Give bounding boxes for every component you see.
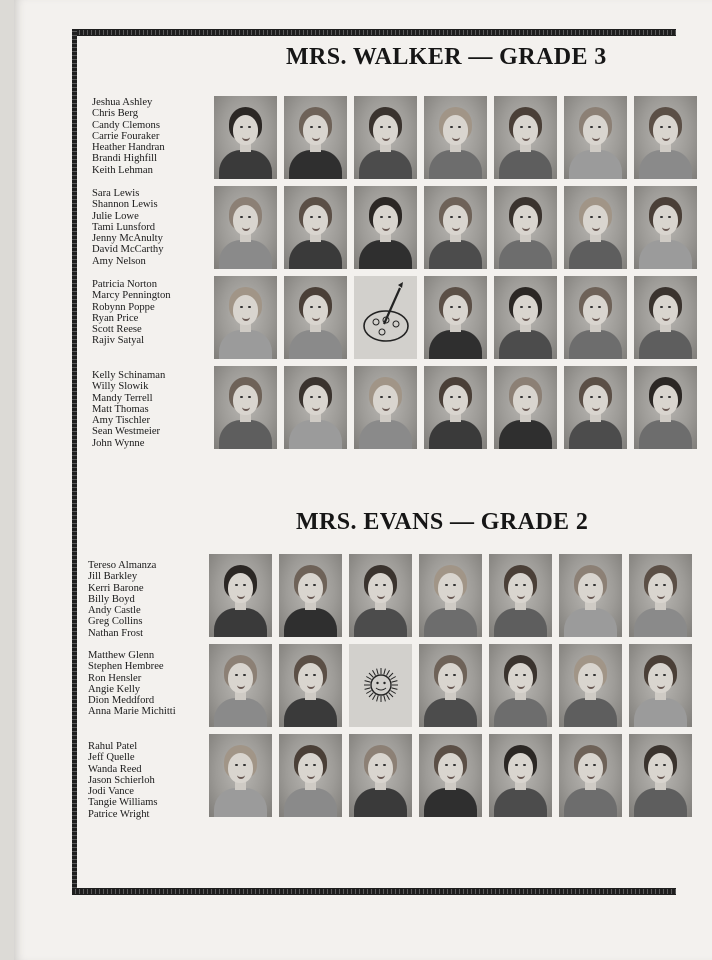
student-name: Patricia Norton	[92, 279, 158, 290]
student-name: Tangie Williams	[88, 797, 158, 809]
student-photo	[419, 644, 482, 727]
student-name: Heather Handran	[92, 142, 165, 154]
student-photo	[489, 554, 552, 637]
student-name: David McCarthy	[92, 244, 164, 256]
student-name: Marcy Pennington	[92, 290, 171, 302]
student-photo	[424, 276, 487, 359]
student-photo	[209, 644, 272, 727]
student-name: Jenny McAnulty	[92, 233, 163, 245]
student-name: Patrice Wright	[88, 808, 150, 820]
palette-icon	[354, 276, 417, 359]
sun-icon	[349, 644, 412, 727]
student-photo	[284, 96, 347, 179]
student-photo	[424, 186, 487, 269]
student-photo	[424, 366, 487, 449]
student-photo	[564, 366, 627, 449]
student-photo	[634, 276, 697, 359]
student-name: Jeff Quelle	[88, 752, 135, 764]
student-name: Jason Schierloh	[88, 774, 155, 786]
student-name: Scott Reese	[92, 324, 142, 336]
section-title-evans: MRS. EVANS — GRADE 2	[296, 509, 589, 535]
student-name: Tereso Almanza	[88, 560, 157, 571]
student-photo	[279, 734, 342, 817]
student-name: Candy Clemons	[92, 119, 160, 131]
student-name: Dion Meddford	[88, 695, 155, 707]
student-name: Ryan Price	[92, 312, 139, 324]
student-photo	[209, 554, 272, 637]
student-name: Jill Barkley	[88, 571, 138, 583]
student-name: Kerri Barone	[88, 582, 144, 594]
student-photo	[214, 96, 277, 179]
student-photo	[564, 276, 627, 359]
student-name: Robynn Poppe	[92, 301, 155, 313]
student-name: Matthew Glenn	[88, 650, 155, 661]
name-list	[92, 370, 165, 449]
student-photo	[419, 734, 482, 817]
student-name: Billy Boyd	[88, 593, 135, 605]
student-photo	[279, 554, 342, 637]
name-list	[92, 279, 171, 347]
student-photo	[489, 644, 552, 727]
student-name: Jodi Vance	[88, 786, 134, 798]
student-photo	[284, 366, 347, 449]
student-name: Nathan Frost	[88, 627, 144, 639]
student-photo	[489, 734, 552, 817]
student-name: Sean Westmeier	[92, 426, 161, 438]
section-title-walker: MRS. WALKER — GRADE 3	[286, 44, 607, 70]
student-name: Ron Hensler	[88, 672, 142, 684]
student-photo	[634, 186, 697, 269]
student-photo	[634, 96, 697, 179]
name-list	[88, 560, 156, 639]
student-photo	[494, 96, 557, 179]
name-list	[88, 741, 158, 820]
student-name: Stephen Hembree	[88, 661, 164, 673]
page-border-left	[72, 29, 77, 895]
student-photo	[564, 96, 627, 179]
student-name: Wanda Reed	[88, 763, 142, 775]
student-photo	[354, 96, 417, 179]
student-photo	[284, 276, 347, 359]
student-name: Rajiv Satyal	[92, 335, 145, 347]
student-photo	[494, 276, 557, 359]
student-photo	[564, 186, 627, 269]
student-photo	[349, 554, 412, 637]
student-name: Amy Nelson	[92, 255, 146, 267]
student-name: Matt Thomas	[92, 403, 149, 415]
student-photo	[214, 276, 277, 359]
student-name: Jeshua Ashley	[92, 97, 153, 108]
student-photo	[629, 554, 692, 637]
student-photo	[284, 186, 347, 269]
name-list	[88, 650, 176, 718]
page-border-bottom	[72, 888, 676, 895]
student-photo	[629, 734, 692, 817]
student-photo	[354, 366, 417, 449]
student-photo	[214, 186, 277, 269]
student-name: Willy Slowik	[92, 381, 149, 393]
student-photo	[559, 644, 622, 727]
student-name: Sara Lewis	[92, 188, 140, 199]
student-name: Carrie Fouraker	[92, 130, 160, 142]
student-name: Keith Lehman	[92, 164, 153, 176]
student-name: Anna Marie Michitti	[88, 706, 176, 718]
student-photo	[559, 554, 622, 637]
student-name: Rahul Patel	[88, 741, 138, 752]
student-photo	[419, 554, 482, 637]
name-list	[92, 97, 165, 176]
student-name: Shannon Lewis	[92, 199, 158, 211]
student-photo	[214, 366, 277, 449]
student-name: Amy Tischler	[92, 415, 150, 427]
page-border-top	[72, 29, 676, 36]
student-name: Tami Lunsford	[92, 221, 156, 233]
student-photo	[494, 186, 557, 269]
student-photo	[209, 734, 272, 817]
student-photo	[494, 366, 557, 449]
student-name: Angie Kelly	[88, 683, 141, 695]
student-name: Brandi Highfill	[92, 153, 158, 165]
student-photo	[279, 644, 342, 727]
student-photo	[629, 644, 692, 727]
student-photo	[424, 96, 487, 179]
student-photo	[634, 366, 697, 449]
student-name: Greg Collins	[88, 616, 143, 628]
student-photo	[354, 186, 417, 269]
name-list	[92, 188, 164, 267]
student-name: John Wynne	[92, 437, 145, 449]
student-name: Julie Lowe	[92, 210, 139, 222]
student-photo	[349, 734, 412, 817]
student-name: Chris Berg	[92, 108, 139, 120]
student-photo	[559, 734, 622, 817]
student-name: Mandy Terrell	[92, 392, 153, 404]
student-name: Andy Castle	[88, 605, 141, 617]
student-name: Kelly Schinaman	[92, 370, 166, 381]
